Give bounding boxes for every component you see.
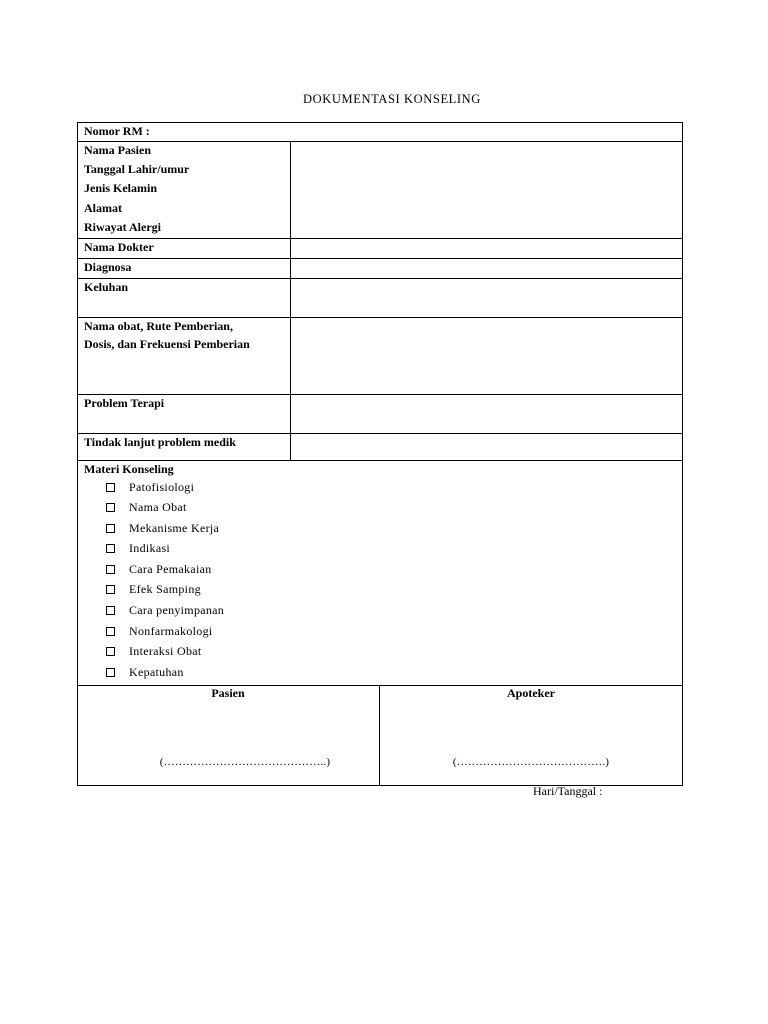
nama-dokter-label: Nama Dokter [84, 240, 154, 254]
tindak-lanjut-label: Tindak lanjut problem medik [84, 435, 236, 449]
materi-option[interactable] [106, 623, 213, 639]
materi-option-label: Mekanisme Kerja [129, 521, 220, 535]
pasien-signature-line: (……………………………………..) [159, 756, 331, 768]
obat-label-line2: Dosis, dan Frekuensi Pemberian [84, 337, 250, 351]
checkbox-icon[interactable] [106, 524, 115, 533]
row-divider [77, 433, 683, 434]
materi-option[interactable] [106, 540, 171, 556]
keluhan-label: Keluhan [84, 280, 129, 294]
alamat-label: Alamat [84, 201, 122, 215]
date-label: Hari/Tanggal : [533, 784, 603, 798]
apoteker-signature-heading: Apoteker [507, 686, 555, 700]
document-title: DOKUMENTASI KONSELING [303, 92, 481, 106]
materi-option-label: Interaksi Obat [129, 644, 202, 658]
materi-option-label: Efek Samping [129, 582, 201, 596]
materi-option-label: Kepatuhan [129, 665, 184, 679]
problem-terapi-label: Problem Terapi [84, 396, 165, 410]
nomor-rm-label: Nomor RM : [84, 124, 150, 138]
column-divider [290, 141, 291, 460]
materi-option[interactable] [106, 643, 202, 659]
nama-pasien-label: Nama Pasien [84, 143, 151, 157]
checkbox-icon[interactable] [106, 668, 115, 677]
checkbox-icon[interactable] [106, 565, 115, 574]
materi-option-label: Nama Obat [129, 500, 187, 514]
jenis-kelamin-label: Jenis Kelamin [84, 181, 158, 195]
checkbox-icon[interactable] [106, 585, 115, 594]
riwayat-alergi-label: Riwayat Alergi [84, 220, 161, 234]
row-divider [77, 394, 683, 395]
obat-label-line1: Nama obat, Rute Pemberian, [84, 319, 233, 333]
materi-option[interactable] [106, 581, 201, 597]
checkbox-icon[interactable] [106, 544, 115, 553]
checkbox-icon[interactable] [106, 627, 115, 636]
checkbox-icon[interactable] [106, 606, 115, 615]
diagnosa-label: Diagnosa [84, 260, 132, 274]
row-divider [77, 278, 683, 279]
tanggal-lahir-label: Tanggal Lahir/umur [84, 162, 190, 176]
apoteker-signature-line: (………………………………….) [452, 756, 610, 768]
materi-konseling-label: Materi Konseling [84, 462, 174, 476]
row-divider [77, 317, 683, 318]
materi-option[interactable] [106, 664, 184, 680]
materi-option-label: Patofisiologi [129, 480, 195, 494]
materi-option[interactable] [106, 520, 220, 536]
row-divider [77, 258, 683, 259]
row-divider [77, 460, 683, 461]
checkbox-icon[interactable] [106, 503, 115, 512]
checkbox-icon[interactable] [106, 647, 115, 656]
materi-option[interactable] [106, 479, 195, 495]
materi-option-label: Cara Pemakaian [129, 562, 212, 576]
materi-option-label: Indikasi [129, 541, 171, 555]
materi-option[interactable] [106, 499, 187, 515]
materi-option[interactable] [106, 602, 225, 618]
pasien-signature-heading: Pasien [211, 686, 245, 700]
row-divider [77, 141, 683, 142]
materi-option-label: Nonfarmakologi [129, 624, 213, 638]
materi-option-label: Cara penyimpanan [129, 603, 225, 617]
checkbox-icon[interactable] [106, 483, 115, 492]
row-divider [77, 238, 683, 239]
materi-option[interactable] [106, 561, 212, 577]
